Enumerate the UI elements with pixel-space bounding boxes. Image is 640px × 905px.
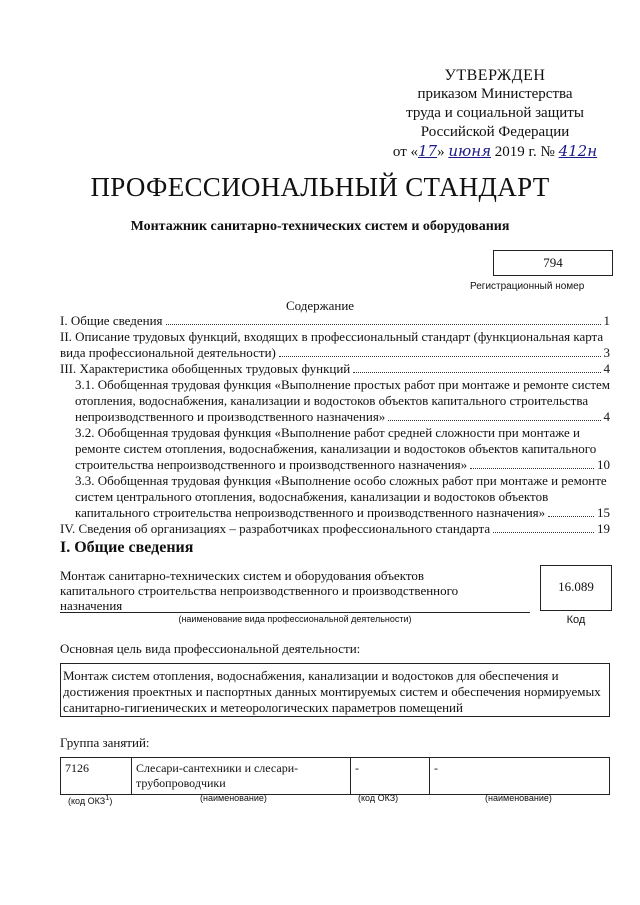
okz-code-caption bbox=[68, 793, 112, 806]
approval-line-3: Российской Федерации bbox=[420, 124, 570, 140]
code-caption: Код bbox=[566, 614, 586, 626]
toc-item-text: IV. Сведения об организациях – разработчиках профессионального стандарта bbox=[60, 521, 491, 536]
occupation-group-table bbox=[60, 757, 610, 795]
name-caption-2: (наименование) bbox=[485, 793, 552, 803]
okz-code-caption-2: (код ОКЗ) bbox=[358, 793, 399, 803]
toc-item-page: 4 bbox=[603, 361, 610, 376]
contents-title: Содержание bbox=[285, 298, 355, 313]
toc-item-page: 15 bbox=[597, 505, 610, 520]
group-label: Группа занятий: bbox=[60, 735, 150, 750]
toc-item-text: 3.3. Обобщенная трудовая функция «Выполнение особо сложных работ при монтаже и ремонте bbox=[75, 473, 607, 488]
toc-leader bbox=[548, 515, 594, 517]
goal-box: Монтаж систем отопления, водоснабжения, канализации и водостоков для обеспечения и достижения проектных и паспортных данных монтируемых систем и обеспечения нормируемых санитарно-гигиенических и метеорологических параметров помещений bbox=[60, 663, 610, 717]
toc-item[interactable] bbox=[60, 377, 610, 425]
okz-code-cell: - bbox=[351, 758, 430, 795]
toc-item-text: вида профессиональной деятельности) bbox=[60, 345, 276, 360]
okz-code-cell: 7126 bbox=[61, 758, 132, 795]
date-month: июня bbox=[448, 142, 492, 160]
approval-line-1: приказом Министерства bbox=[417, 86, 573, 102]
date-mid: » bbox=[437, 144, 445, 160]
date-prefix: от « bbox=[392, 144, 419, 160]
toc-item-text: 3.2. Обобщенная трудовая функция «Выполнение работ средней сложности при монтаже и bbox=[75, 425, 581, 440]
toc-item-page: 1 bbox=[603, 313, 610, 328]
toc-item-text: II. Описание трудовых функций, входящих в профессиональный стандарт (функциональная карта bbox=[60, 329, 604, 344]
toc-item-text: отопления, водоснабжения, канализации и водостоков объектов капитального строительства bbox=[75, 393, 589, 408]
toc-leader bbox=[279, 355, 601, 357]
date-year: 2019 г. № bbox=[494, 144, 555, 160]
toc-leader bbox=[166, 323, 601, 325]
registration-number-box: 794 bbox=[493, 250, 613, 276]
toc-item-text: 3.1. Обобщенная трудовая функция «Выполнение простых работ при монтаже и ремонте систем bbox=[75, 377, 611, 392]
footnote-mark: 1 bbox=[105, 793, 110, 802]
toc-item-text: I. Общие сведения bbox=[60, 313, 163, 328]
caption-text: (код ОКЗ bbox=[68, 796, 106, 806]
registration-label: Регистрационный номер bbox=[470, 281, 585, 292]
goal-label: Основная цель вида профессиональной деятельности: bbox=[60, 641, 361, 656]
activity-code-box: 16.089 bbox=[540, 565, 612, 611]
toc-item-page: 4 bbox=[603, 409, 610, 424]
toc-item-text: строительства непроизводственного и производственного назначения» bbox=[75, 457, 468, 472]
toc-item-page: 3 bbox=[603, 345, 610, 360]
toc-item[interactable] bbox=[60, 425, 610, 473]
caption-text: ) bbox=[109, 796, 113, 806]
toc-item-text: ремонте систем отопления, водоснабжения, канализации и водостоков объектов капитального bbox=[75, 441, 597, 456]
toc-item-text: капитального строительства непроизводственного и производственного назначения» bbox=[75, 505, 546, 520]
toc-item[interactable] bbox=[60, 361, 610, 377]
toc-item-text: непроизводственного и производственного назначения» bbox=[75, 409, 386, 424]
activity-kind-underline bbox=[60, 612, 530, 613]
activity-kind-text: Монтаж санитарно-технических систем и оборудования объектов капитального строительства непроизводственного и производственного назначения bbox=[60, 568, 459, 613]
approval-line-2: труда и социальной защиты bbox=[406, 105, 584, 121]
toc-item-page: 19 bbox=[597, 521, 610, 536]
activity-kind-caption: (наименование вида профессиональной деятельности) bbox=[178, 614, 412, 624]
occupation-name-cell: Слесари-сантехники и слесари-трубопроводчики bbox=[132, 758, 351, 795]
occupation-name-cell: - bbox=[430, 758, 610, 795]
order-number: 412н bbox=[558, 142, 598, 160]
toc-item[interactable] bbox=[60, 313, 610, 329]
approval-heading: УТВЕРЖДЕН bbox=[444, 67, 546, 84]
toc-leader bbox=[493, 531, 594, 533]
page-subtitle: Монтажник санитарно-технических систем и оборудования bbox=[130, 219, 510, 234]
date-day: 17 bbox=[418, 142, 438, 160]
name-caption: (наименование) bbox=[200, 793, 267, 803]
toc-leader bbox=[470, 467, 594, 469]
toc-item-page: 10 bbox=[597, 457, 610, 472]
section-heading: I. Общие сведения bbox=[60, 539, 194, 556]
toc-item[interactable] bbox=[60, 329, 610, 361]
toc-item-text: систем центрального отопления, водоснабжения, канализации и водостоков объектов bbox=[75, 489, 549, 504]
table-row bbox=[61, 758, 610, 795]
toc-leader bbox=[353, 371, 600, 373]
toc-item-text: III. Характеристика обобщенных трудовых функций bbox=[60, 361, 351, 376]
approval-date-line bbox=[380, 142, 610, 162]
toc-leader bbox=[388, 419, 600, 421]
toc-item[interactable] bbox=[60, 521, 610, 537]
table-of-contents bbox=[60, 313, 610, 537]
toc-item[interactable] bbox=[60, 473, 610, 521]
approval-block bbox=[380, 66, 610, 162]
page-title: ПРОФЕССИОНАЛЬНЫЙ СТАНДАРТ bbox=[90, 172, 550, 202]
